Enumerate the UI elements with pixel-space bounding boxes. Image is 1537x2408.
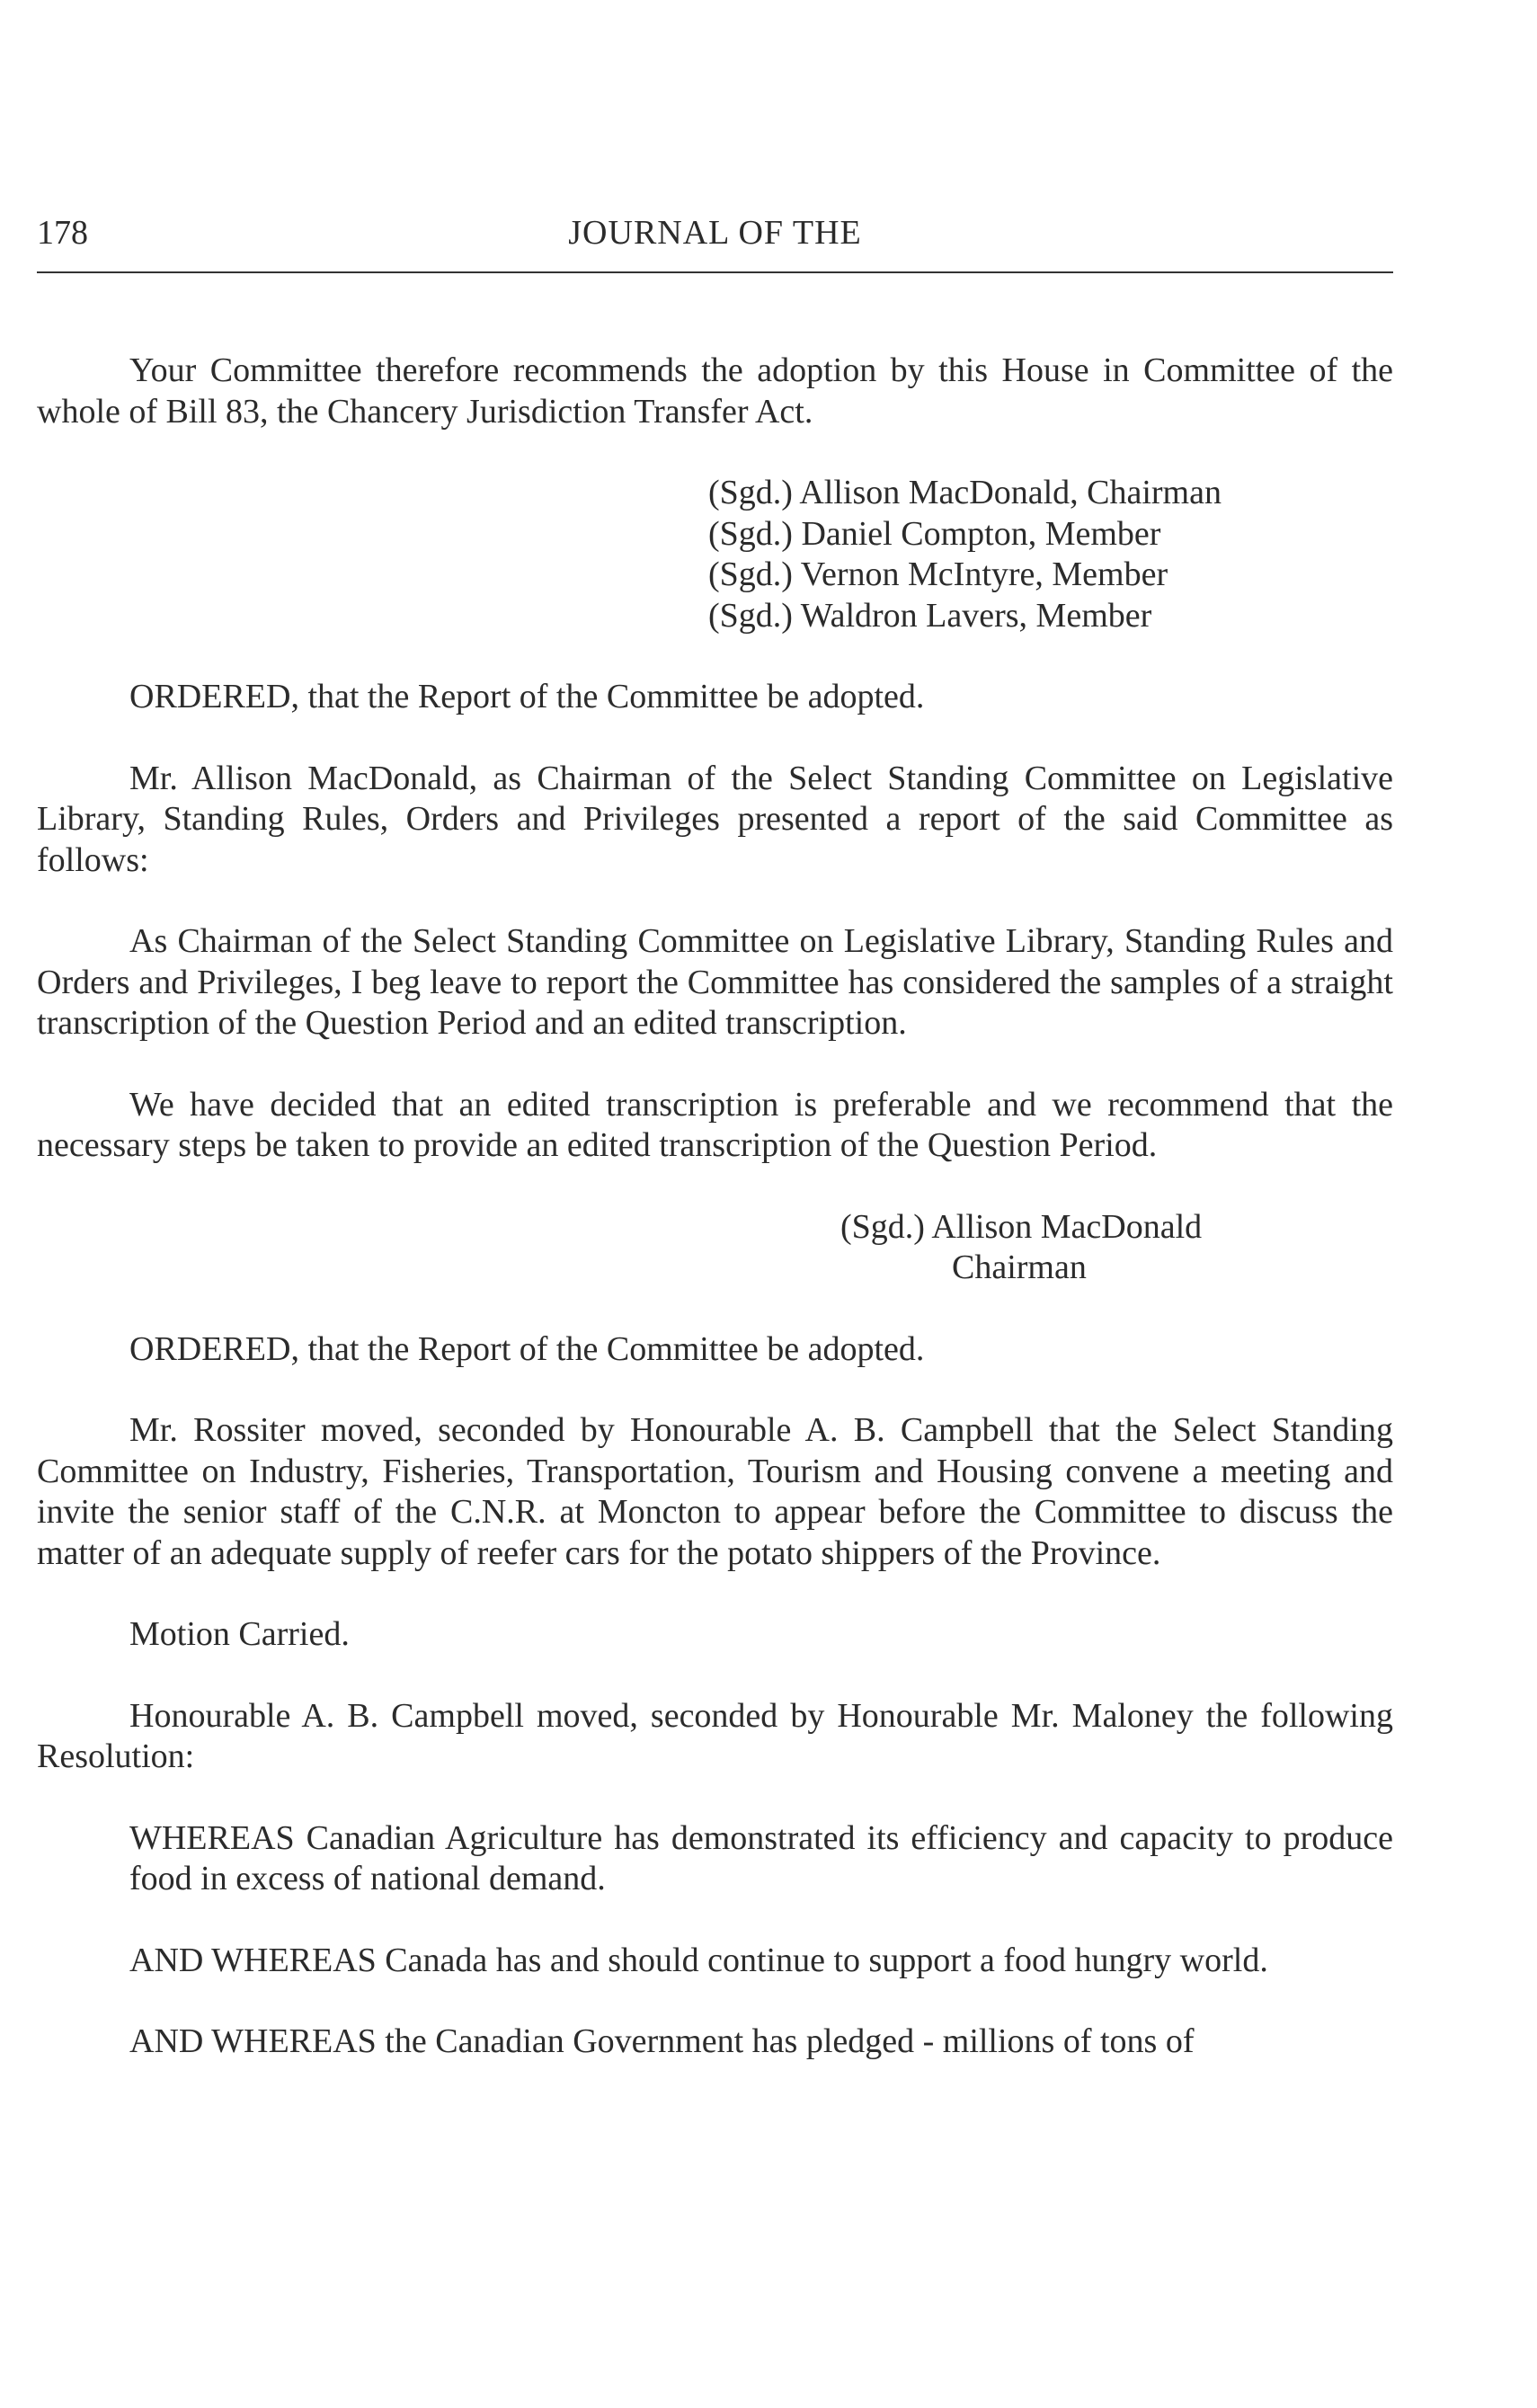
macdonald-report-intro-paragraph: Mr. Allison MacDonald, as Chairman of the Select Standing Committee on Legislative Library, Standing Rules, Orders and Privileges presented a report of the said Committee as follows: bbox=[37, 759, 1393, 879]
signature-block-1 bbox=[37, 473, 1393, 636]
signature-line: (Sgd.) Daniel Compton, Member bbox=[708, 514, 1161, 553]
page-body bbox=[37, 351, 1393, 2103]
signature-title: Chairman bbox=[952, 1248, 1087, 1286]
signature-line: (Sgd.) Allison MacDonald, Chairman bbox=[708, 474, 1222, 511]
header-rule bbox=[37, 271, 1393, 273]
edited-transcription-paragraph: We have decided that an edited transcription is preferable and we recommend that the necessary steps be taken to provide an edited transcription of the Question Period. bbox=[37, 1085, 1393, 1164]
whereas-clause-1: WHEREAS Canadian Agriculture has demonstrated its efficiency and capacity to produce food in excess of national demand. bbox=[129, 1818, 1393, 1897]
signature-block-2 bbox=[37, 1207, 1393, 1289]
page-number: 178 bbox=[37, 214, 88, 252]
committee-recommendation-paragraph: Your Committee therefore recommends the adoption by this House in Committee of the whole of Bill 83, the Chancery Jurisdiction Transfer Act. bbox=[37, 351, 1393, 431]
whereas-clause-3: AND WHEREAS the Canadian Government has pledged - millions of tons of bbox=[129, 2022, 1195, 2060]
chairman-report-paragraph: As Chairman of the Select Standing Committee on Legislative Library, Standing Rules and Orders and Privileges, I beg leave to report the Committee has considered the samples of a straight transcription of the Question Period and an edited transcription. bbox=[37, 922, 1393, 1042]
ordered-paragraph-1: ORDERED, that the Report of the Committee be adopted. bbox=[129, 678, 925, 715]
motion-carried-paragraph: Motion Carried. bbox=[129, 1615, 350, 1653]
signature-line: (Sgd.) Vernon McIntyre, Member bbox=[708, 555, 1168, 593]
campbell-resolution-paragraph: Honourable A. B. Campbell moved, seconded by Honourable Mr. Maloney the following Resolution: bbox=[37, 1696, 1393, 1775]
signature-name: (Sgd.) Allison MacDonald bbox=[840, 1207, 1203, 1246]
ordered-paragraph-2: ORDERED, that the Report of the Committee be adopted. bbox=[129, 1329, 925, 1368]
signature-line: (Sgd.) Waldron Lavers, Member bbox=[708, 596, 1152, 635]
page-header bbox=[37, 210, 1393, 255]
running-title: JOURNAL OF THE bbox=[568, 214, 862, 252]
whereas-clause-2: AND WHEREAS Canada has and should continue to support a food hungry world. bbox=[129, 1941, 1268, 1979]
rossiter-motion-paragraph: Mr. Rossiter moved, seconded by Honourable A. B. Campbell that the Select Standing Committee on Industry, Fisheries, Transportation, Tourism and Housing convene a meeting and invite the senior staff of the C.N.R. at Moncton to appear before the Committee to discuss the matter of an adequate supply of reefer cars for the potato shippers of the Province. bbox=[37, 1411, 1393, 1572]
